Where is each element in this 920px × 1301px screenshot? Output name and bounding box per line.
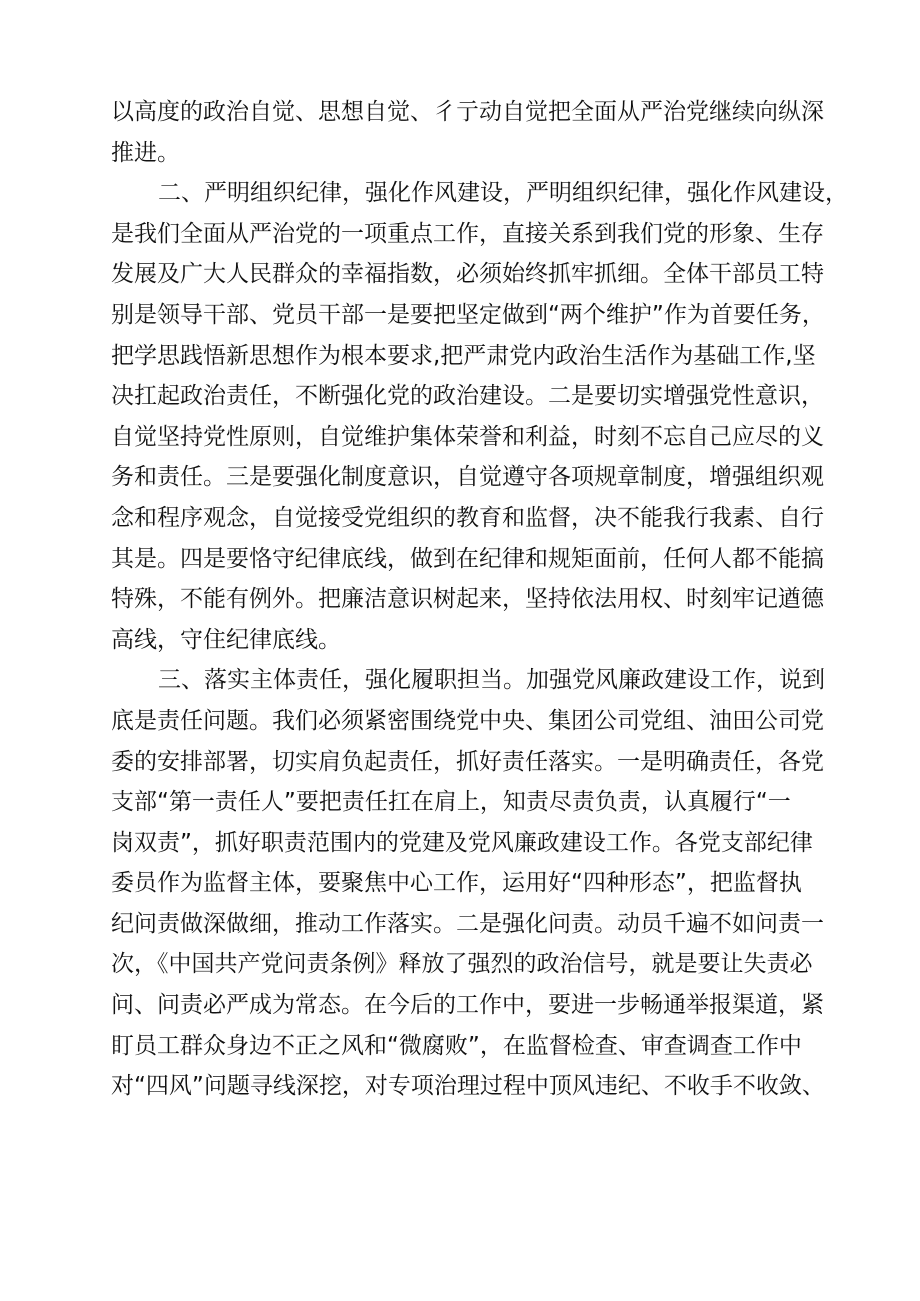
text-line: 以高度的政治自觉、思想自觉、彳亍动自觉把全面从严治党继续向纵深 bbox=[111, 99, 824, 125]
text-line: 自觉坚持党性原则，自觉维护集体荣誉和利益，时刻不忘自己应尽的义 bbox=[111, 423, 824, 450]
text-line: 支部“第一责任人”要把责任扛在肩上，知责尽责负责，认真履行“一 bbox=[111, 789, 791, 816]
text-line: 高线，守住纪律底线。 bbox=[111, 626, 341, 653]
text-line: 纪问责做深做细，推动工作落实。二是强化问责。动员千遍不如问责一 bbox=[111, 910, 824, 937]
text-line: 发展及广大人民群众的幸福指数，必须始终抓牢抓细。全体干部员工特 bbox=[111, 261, 824, 288]
text-line: 对“四风”问题寻线深挖，对专项治理过程中顶风违纪、不收手不收敛、 bbox=[111, 1073, 825, 1100]
text-line: 特殊，不能有例外。把廉洁意识树起来，坚持依法用权、时刻牢记遒德 bbox=[111, 586, 824, 613]
text-line: 念和程序观念，自觉接受党组织的教育和监督，决不能我行我素、自行 bbox=[111, 504, 824, 531]
text-line: 决扛起政治责任，不断强化党的政治建设。二是要切实增强党性意识， bbox=[111, 383, 824, 410]
text-line: 其是。四是要恪守纪律底线，做到在纪律和规矩面前，任何人都不能搞 bbox=[111, 545, 824, 572]
document-body bbox=[111, 92, 848, 1107]
text-line: 推进。 bbox=[111, 139, 180, 166]
text-line: 底是责任问题。我们必须紧密围绕党中央、集团公司党组、油田公司党 bbox=[111, 707, 824, 734]
text-line: 别是领导干部、党员干部一是要把坚定做到“两个维护”作为首要任务， bbox=[111, 301, 825, 328]
text-line: 盯员工群众身边不正之风和“微腐败”，在监督检查、审查调查工作中 bbox=[111, 1032, 802, 1059]
text-line: 把学思践悟新思想作为根本要求,把严肃党内政治生活作为基础工作,坚 bbox=[111, 342, 816, 369]
text-line: 次，《中国共产党问责条例》释放了强烈的政治信号，就是要让失责必 bbox=[111, 951, 813, 978]
text-line: 岗双责”，抓好职责范围内的党建及党风廉政建设工作。各党支部纪律 bbox=[111, 829, 813, 856]
text-line: 委的安排部署，切实肩负起责任，抓好责任落实。一是明确责任，各党 bbox=[111, 748, 824, 775]
text-line: 委员作为监督主体，要聚焦中心工作，运用好“四种形态”，把监督执 bbox=[111, 870, 802, 897]
section-heading-line: 二、严明组织纪律，强化作风建设，严明组织纪律，强化作风建设， bbox=[158, 180, 848, 207]
text-line: 务和责任。三是要强化制度意识，自觉遵守各项规章制度，增强组织观 bbox=[111, 464, 824, 491]
section-heading-line: 三、落实主体责任，强化履职担当。加强党风廉政建设工作，说到 bbox=[158, 667, 825, 694]
text-line: 是我们全面从严治党的一项重点工作，直接关系到我们党的形象、生存 bbox=[111, 220, 824, 247]
text-line: 问、问责必严成为常态。在今后的工作中，要进一步畅通举报渠道，紧 bbox=[111, 992, 824, 1019]
